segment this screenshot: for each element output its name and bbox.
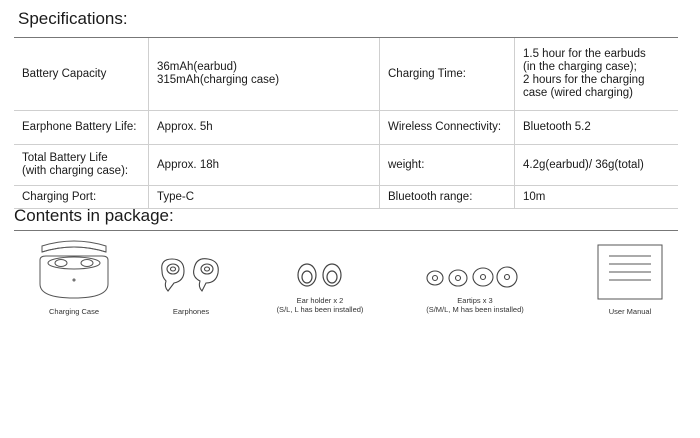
line: (S/M/L, M has been installed) (426, 305, 524, 314)
spec-value (515, 38, 679, 111)
package-label-user-manual (580, 307, 680, 316)
line: Charging Port: (22, 190, 97, 203)
ear-holder-icon (294, 262, 346, 288)
specifications-title: Specifications: (18, 9, 128, 28)
line: Battery Capacity (22, 67, 107, 80)
spec-row-battery-life (14, 111, 678, 145)
contents-title: Contents in package: (14, 206, 174, 225)
line: (with charging case): (22, 165, 129, 177)
line: Bluetooth 5.2 (523, 121, 591, 133)
package-label-eartips (400, 296, 550, 314)
spec-label (14, 145, 149, 186)
line: Total Battery Life (22, 152, 108, 164)
eartips-icon (424, 264, 520, 290)
spec-value (149, 145, 380, 186)
line: case (wired charging) (523, 87, 633, 99)
charging-case-icon (36, 238, 112, 302)
line: Ear holder x 2 (296, 296, 344, 305)
spec-row-total-battery (14, 145, 678, 186)
line: (in the charging case); (523, 61, 637, 73)
line: Charging Case (48, 307, 100, 316)
package-label-charging-case (24, 307, 124, 316)
line: Charging Time: (388, 67, 466, 80)
spec-value (515, 186, 679, 209)
specifications-table (14, 38, 678, 209)
package-label-ear-holder (255, 296, 385, 314)
contents-rule (14, 230, 678, 231)
spec-label (380, 38, 515, 111)
line: Eartips x 3 (457, 296, 493, 305)
line: weight: (388, 158, 425, 171)
earphones-icon (158, 255, 224, 295)
line: 315mAh(charging case) (157, 74, 280, 86)
line: Bluetooth range: (388, 190, 473, 203)
line: Earphone Battery Life: (22, 121, 137, 133)
user-manual-icon (597, 244, 663, 300)
line: Approx. 18h (157, 158, 220, 171)
spec-value (515, 111, 679, 145)
spec-value (515, 145, 679, 186)
spec-row-battery-capacity (14, 38, 678, 111)
line: 2 hours for the charging (523, 74, 645, 86)
line: User Manual (608, 307, 652, 316)
spec-value (149, 186, 380, 209)
spec-label (14, 111, 149, 145)
line: Wireless Connectivity: (388, 121, 502, 133)
line: Earphones (172, 307, 210, 316)
spec-label (380, 186, 515, 209)
line: (S/L, L has been installed) (276, 305, 364, 314)
spec-value (149, 111, 380, 145)
spec-label (380, 145, 515, 186)
line: 36mAh(earbud) (157, 61, 237, 73)
spec-value (149, 38, 380, 111)
line: 1.5 hour for the earbuds (523, 48, 646, 60)
spec-label (14, 38, 149, 111)
line: Type-C (157, 190, 195, 203)
line: 4.2g(earbud)/ 36g(total) (523, 158, 644, 171)
line: Approx. 5h (157, 121, 213, 133)
spec-label (380, 111, 515, 145)
line: 10m (523, 190, 546, 203)
package-label-earphones (141, 307, 241, 316)
